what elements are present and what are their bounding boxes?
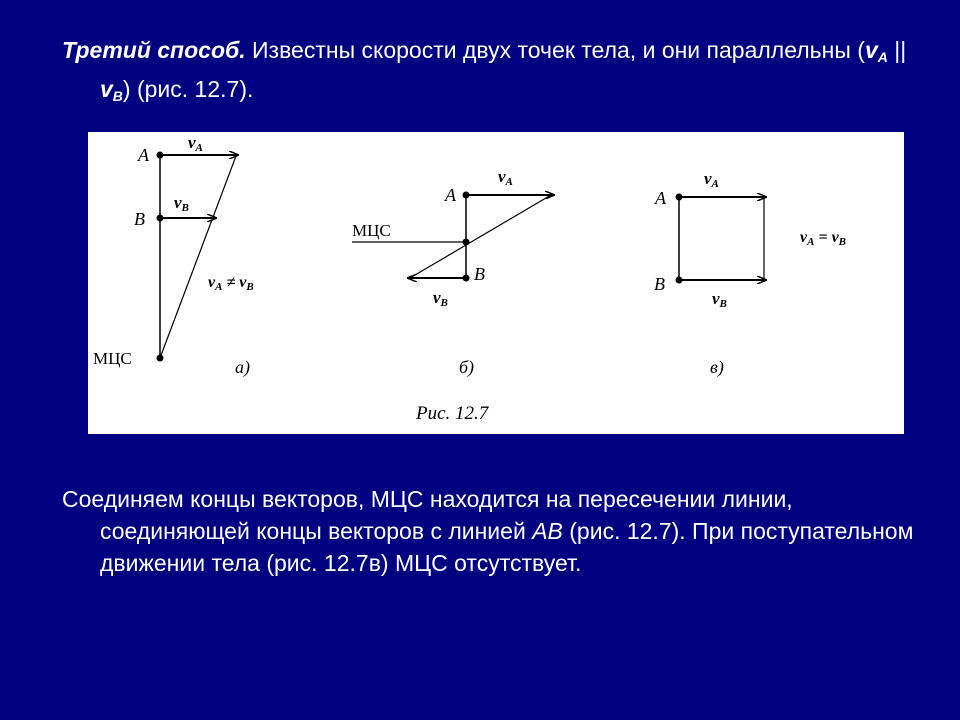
conclusion-paragraph (62, 483, 922, 579)
label-va-b: v (498, 167, 506, 186)
relation-a-sub1: A (215, 281, 223, 293)
point-a-b (463, 192, 470, 199)
velocity-b-subscript: B (112, 88, 123, 104)
label-a-b: A (445, 185, 456, 205)
segment-ab: AB (532, 518, 563, 544)
parallel-sign: || (887, 37, 907, 63)
relation-c-sub2: B (838, 236, 847, 248)
svg-text:vA (498, 167, 513, 188)
label-vb-a: v (174, 193, 182, 212)
relation-a-op: ≠ v (222, 274, 247, 291)
label-vb-b-sub: B (440, 297, 448, 309)
panel-c-label: в) (710, 357, 724, 377)
svg-text:vB (712, 289, 727, 310)
method-title: Третий способ. (62, 37, 246, 63)
label-vb-b: v (433, 288, 441, 307)
label-a-c: A (655, 188, 666, 208)
panel-b (352, 167, 554, 378)
label-va-a-sub: A (195, 142, 203, 154)
conclusion-text: Соединяем концы векторов, МЦС находится на пересечении линии, соединяющей концы векторов с линией (62, 486, 793, 544)
figure-diagram (88, 132, 904, 434)
velocity-a-symbol: v (864, 37, 878, 63)
figure-12-7 (88, 132, 904, 434)
velocity-b-symbol: v (100, 76, 113, 102)
label-b-c: B (654, 274, 665, 294)
relation-c-op: = v (814, 229, 839, 246)
point-a-c (676, 194, 683, 201)
svg-text:vA ≠ vB (208, 274, 254, 293)
label-va-c-sub: A (711, 178, 719, 190)
panel-a-label: а) (235, 357, 250, 377)
intro-paragraph (62, 34, 922, 112)
relation-a-sub2: B (246, 281, 254, 293)
relation-c-sub1: A (807, 236, 815, 248)
label-va-c: v (704, 169, 712, 188)
point-b-b (463, 275, 470, 282)
conclusion-tail: (рис. 12.7). При поступательном движении тела (рис. 12.7в) МЦС отсутствует. (100, 518, 914, 576)
label-vb-a-sub: B (181, 202, 189, 214)
label-mcs-a: МЦС (93, 349, 132, 368)
point-mcs-b (463, 239, 470, 246)
point-b-a (157, 215, 164, 222)
label-a-a: A (138, 145, 149, 165)
point-b-c (676, 277, 683, 284)
intro-text: Известны скорости двух точек тела, и они параллельны ( (245, 37, 865, 63)
panel-b-label: б) (459, 357, 475, 377)
point-mcs-a (157, 355, 164, 362)
svg-text:vA = vB (800, 229, 846, 248)
label-va-a: v (188, 133, 196, 152)
relation-c-v1: v (800, 229, 808, 246)
label-mcs-b: МЦС (352, 221, 391, 240)
label-va-b-sub: A (505, 176, 513, 188)
label-vb-c-sub: B (719, 298, 727, 310)
relation-a-v1: v (208, 274, 216, 291)
ends-line-a (160, 156, 236, 358)
label-b-b: B (474, 264, 485, 284)
point-a-a (157, 152, 164, 159)
svg-text:vB (433, 288, 448, 309)
svg-text:vA (188, 133, 203, 154)
panel-c (654, 169, 846, 378)
svg-text:vB (174, 193, 189, 214)
intro-tail: ) (рис. 12.7). (122, 76, 254, 102)
svg-text:vA (704, 169, 719, 190)
label-vb-c: v (712, 289, 720, 308)
panel-a (93, 133, 254, 378)
velocity-a-subscript: A (877, 49, 888, 65)
label-b-a: B (134, 209, 145, 229)
figure-caption: Рис. 12.7 (416, 403, 489, 424)
